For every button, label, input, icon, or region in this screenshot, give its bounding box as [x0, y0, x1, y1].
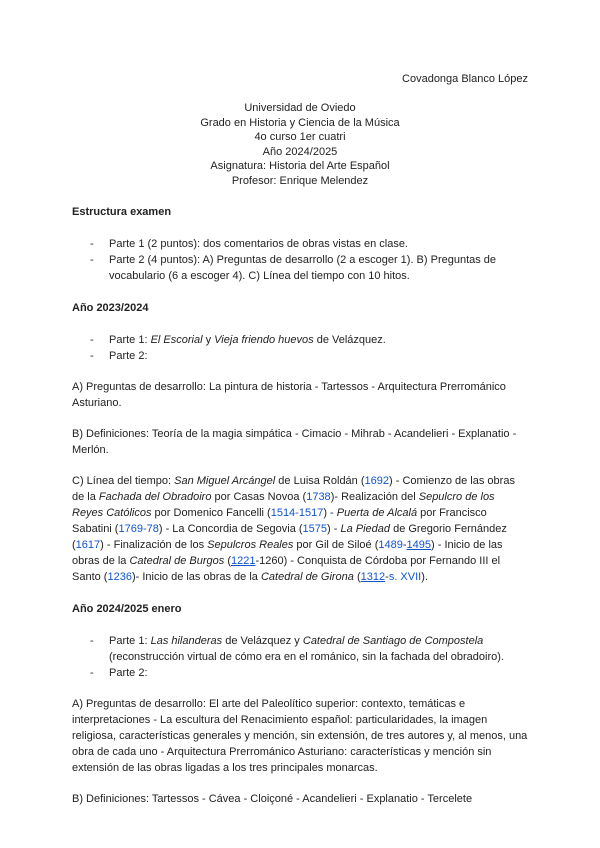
university: Universidad de Oviedo [244, 102, 356, 114]
list-item: - Parte 2: [72, 348, 528, 364]
list-item: - Parte 2: [72, 665, 528, 681]
list-item: - Parte 1: Las hilanderas de Velázquez y Catedral de Santiago de Compostela (reconstrucción virtual de cómo era en el románico, sin la fachada del obradoiro). [72, 633, 528, 665]
subject: Asignatura: Historia del Arte Español [210, 160, 390, 173]
development-questions-2023: A) Preguntas de desarrollo: La pintura de historia - Tartessos - Arquitectura Prerrománico Asturiano. [72, 380, 506, 409]
author-name: Covadonga Blanco López [402, 73, 528, 85]
date-link[interactable]: 1312 [360, 570, 386, 583]
development-questions-2024: A) Preguntas de desarrollo: El arte del Paleolítico superior: contexto, temáticas e interpretaciones - La escultura del Renacimiento español: particularidades, la imagen religiosa, características generales y mención, sin extensión, de tres autores y, al menos, una obra de cada uno - Arquitectura Prerrománico Asturiano: características y mención sin extensión de las obras ligadas a los tres principales monarcas. [72, 697, 528, 774]
work-title: El Escorial [150, 333, 203, 346]
timeline-2023: C) Línea del tiempo: San Miguel Arcángel de Luisa Roldán (1692) - Comienzo de las obras de la Fachada del Obradoiro por Casas Novoa (1738)- Realización del Sepulcro de los Reyes Católicos por Domenico Fancelli (1514-1517) - Puerta de Alcalá por Francisco Sabatini (1769-78) - La Concordia de Segovia (1575) - La Piedad de Gregorio Fernández (1617) - Finalización de los Sepulcros Reales por Gil de Siloé (1489-1495) - Inicio de las obras de la Catedral de Burgos (1221-1260) - Conquista de Córdoba por Fernando III el Santo (1236)- Inicio de las obras de la Catedral de Girona (1312-s. XVII). [72, 474, 515, 583]
document-header [72, 101, 528, 189]
academic-year: Año 2024/2025 [262, 145, 338, 158]
date-link[interactable]: 1489 [378, 538, 403, 551]
work-title: Catedral de Santiago de Compostela [302, 634, 484, 647]
date-link[interactable]: 1738 [306, 490, 331, 503]
structure-list [72, 236, 528, 284]
date-link[interactable]: 1769-78 [118, 522, 159, 535]
work-title: Las hilanderas [150, 634, 223, 647]
section-title-structure: Estructura examen [72, 205, 172, 218]
definitions-2024: B) Definiciones: Tartessos - Cávea - Cloiçoné - Acandelieri - Explanatio - Tercelete [72, 792, 473, 805]
document-page [72, 66, 528, 807]
date-link[interactable]: 1692 [364, 474, 389, 487]
professor: Profesor: Enrique Melendez [231, 174, 369, 187]
list-item: - Parte 1: El Escorial y Vieja friendo huevos de Velázquez. [72, 332, 528, 348]
degree: Grado en Historia y Ciencia de la Música [200, 116, 400, 129]
date-link[interactable]: s. XVII [388, 570, 422, 583]
course: 4o curso 1er cuatri [254, 131, 346, 144]
section-title-2023: Año 2023/2024 [72, 301, 149, 314]
definitions-2023: B) Definiciones: Teoría de la magia simpática - Cimacio - Mihrab - Acandelieri - Explanatio - Merlón. [72, 427, 517, 456]
date-link[interactable]: 1495 [406, 538, 431, 551]
list-item: - Parte 1 (2 puntos): dos comentarios de obras vistas en clase. [72, 236, 528, 252]
work-title: Vieja friendo huevos [214, 333, 314, 346]
date-link[interactable]: 1221 [231, 554, 256, 567]
date-link[interactable]: 1617 [75, 538, 101, 551]
date-link[interactable]: 1236 [107, 570, 132, 583]
date-link[interactable]: 1514-1517 [270, 506, 324, 519]
date-link[interactable]: 1575 [302, 522, 328, 535]
section-title-2024: Año 2024/2025 enero [72, 602, 182, 615]
parts-list-2023 [72, 332, 528, 364]
list-item: - Parte 2 (4 puntos): A) Preguntas de desarrollo (2 a escoger 1). B) Preguntas de vocabulario (6 a escoger 4). C) Línea del tiempo con 10 hitos. [72, 252, 528, 284]
parts-list-2024 [72, 633, 528, 681]
